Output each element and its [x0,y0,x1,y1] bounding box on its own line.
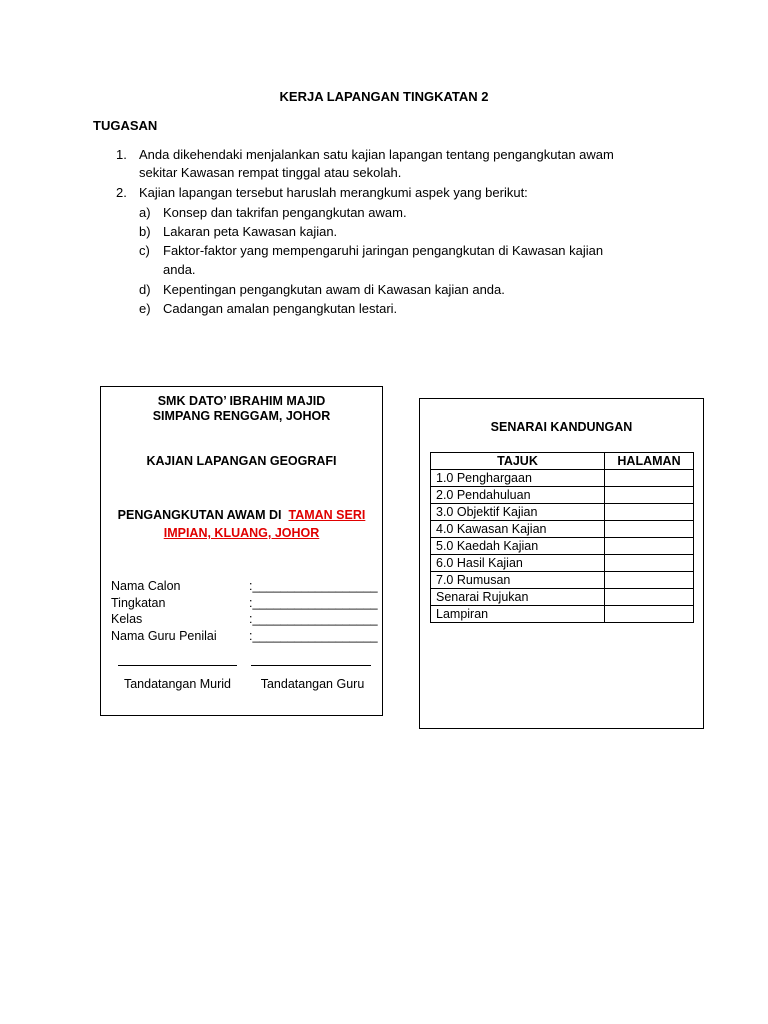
sub-item-text: Cadangan amalan pengangkutan lestari. [163,301,398,316]
teacher-signature-line [251,665,371,666]
page-cell [605,504,694,521]
topic-place: TAMAN SERI [288,508,366,522]
topic-cell: 1.0 Penghargaan [431,470,605,487]
field-label-kelas: Kelas [111,612,143,626]
teacher-signature-label: Tandatangan Guru [260,677,365,691]
page-cell [605,555,694,572]
table-row [431,572,694,589]
column-header-topic: TAJUK [431,453,605,470]
table-row [431,538,694,555]
sub-item-letter: c) [139,243,150,258]
sub-item-text: Konsep dan takrifan pengangkutan awam. [163,205,407,220]
topic-cell: Senarai Rujukan [431,589,605,606]
sub-item-text: Lakaran peta Kawasan kajian. [163,224,338,239]
page-title: KERJA LAPANGAN TINGKATAN 2 [279,89,489,104]
field-blank-nama-guru: :__________________ [249,629,378,643]
topic-cell: 6.0 Hasil Kajian [431,555,605,572]
page-cell [605,572,694,589]
cover-page-box [100,386,383,716]
page-cell [605,487,694,504]
field-blank-nama-calon: :__________________ [249,579,378,593]
page-cell [605,521,694,538]
topic-place: IMPIAN, KLUANG, JOHOR [163,526,320,540]
task-text: Kajian lapangan tersebut haruslah merangkumi aspek yang berikut: [139,185,528,200]
topic-cell: 2.0 Pendahuluan [431,487,605,504]
table-row [431,589,694,606]
topic-cell: Lampiran [431,606,605,623]
table-row [431,487,694,504]
student-signature-label: Tandatangan Murid [123,677,232,691]
field-blank-kelas: :__________________ [249,612,378,626]
table-header-row [431,453,694,470]
topic-line-1 [101,507,382,524]
contents-box [419,398,704,729]
sub-item-letter: b) [139,224,151,239]
contents-table [430,452,694,623]
sub-item-letter: a) [139,205,151,220]
school-location: SIMPANG RENGGAM, JOHOR [152,409,331,423]
page-cell [605,606,694,623]
sub-item-letter: e) [139,301,151,316]
task-text: sekitar Kawasan rempat tinggal atau sekolah. [139,165,402,180]
contents-title: SENARAI KANDUNGAN [490,420,633,434]
table-row [431,521,694,538]
section-heading: TUGASAN [93,118,158,133]
field-label-tingkatan: Tingkatan [111,596,166,610]
sub-item-letter: d) [139,282,151,297]
page-cell [605,589,694,606]
page-cell [605,538,694,555]
sub-item-text: Kepentingan pengangkutan awam di Kawasan kajian anda. [163,282,505,297]
table-row [431,470,694,487]
subject-title: KAJIAN LAPANGAN GEOGRAFI [146,454,337,468]
field-label-nama-guru: Nama Guru Penilai [111,629,217,643]
column-header-page: HALAMAN [605,453,694,470]
field-blank-tingkatan: :__________________ [249,596,378,610]
sub-item-text: Faktor-faktor yang mempengaruhi jaringan pengangkutan di Kawasan kajian [163,243,604,258]
school-name: SMK DATO’ IBRAHIM MAJID [157,394,326,408]
topic-line-2 [101,525,382,542]
table-row [431,606,694,623]
page-cell [605,470,694,487]
task-number: 1. [116,147,127,162]
table-row [431,504,694,521]
student-signature-line [118,665,237,666]
topic-cell: 4.0 Kawasan Kajian [431,521,605,538]
topic-cell: 7.0 Rumusan [431,572,605,589]
sub-item-text: anda. [163,262,196,277]
task-number: 2. [116,185,127,200]
topic-cell: 3.0 Objektif Kajian [431,504,605,521]
table-row [431,555,694,572]
topic-cell: 5.0 Kaedah Kajian [431,538,605,555]
field-label-nama-calon: Nama Calon [111,579,181,593]
topic-prefix: PENGANGKUTAN AWAM DI [117,508,282,522]
task-text: Anda dikehendaki menjalankan satu kajian lapangan tentang pengangkutan awam [139,147,614,162]
